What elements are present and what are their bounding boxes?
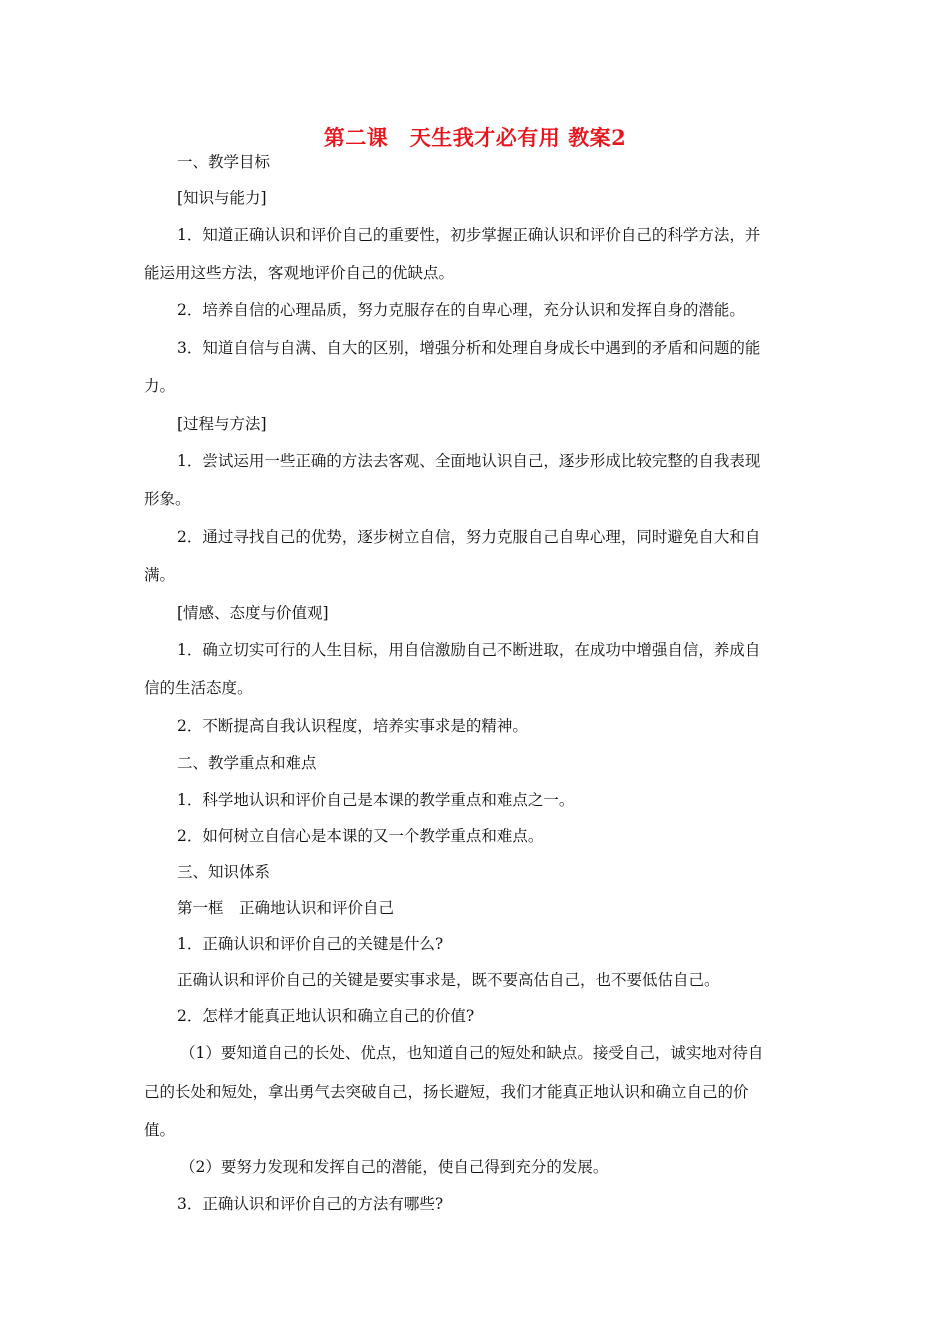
paragraph-line: 2．如何树立自信心是本课的又一个教学重点和难点。 [177, 827, 544, 845]
paragraph-line: 3．知道自信与自满、自大的区别，增强分析和处理自身成长中遇到的矛盾和问题的能 [177, 339, 761, 357]
paragraph-line: （1）要知道自己的长处、优点，也知道自己的短处和缺点。接受自己，诚实地对待自 [180, 1044, 764, 1062]
question-line: 2．怎样才能真正地认识和确立自己的价值? [177, 1007, 475, 1025]
subsection-heading: [过程与方法] [177, 415, 267, 433]
paragraph-line: 信的生活态度。 [144, 679, 253, 697]
section-heading: 三、知识体系 [177, 863, 271, 881]
subsection-heading: 第一框 正确地认识和评价自己 [177, 899, 395, 917]
paragraph-line: 己的长处和短处，拿出勇气去突破自己，扬长避短，我们才能真正地认识和确立自己的价 [144, 1083, 749, 1101]
paragraph-line: 2．不断提高自我认识程度，培养实事求是的精神。 [177, 717, 528, 735]
paragraph-line: 形象。 [144, 490, 191, 508]
paragraph-line: 1．知道正确认识和评价自己的重要性，初步掌握正确认识和评价自己的科学方法，并 [177, 226, 761, 244]
section-heading: 二、教学重点和难点 [177, 754, 317, 772]
paragraph-line: 2．培养自信的心理品质，努力克服存在的自卑心理，充分认识和发挥自身的潜能。 [177, 301, 745, 319]
question-line: 3．正确认识和评价自己的方法有哪些? [177, 1195, 444, 1213]
paragraph-line: 2．通过寻找自己的优势，逐步树立自信，努力克服自己自卑心理，同时避免自大和自 [177, 528, 761, 546]
question-line: 1．正确认识和评价自己的关键是什么? [177, 935, 444, 953]
paragraph-line: 1．确立切实可行的人生目标，用自信激励自己不断进取，在成功中增强自信，养成自 [177, 641, 761, 659]
paragraph-line: 力。 [144, 377, 176, 395]
paragraph-line: 满。 [144, 566, 176, 584]
paragraph-line: （2）要努力发现和发挥自己的潜能，使自己得到充分的发展。 [180, 1158, 609, 1176]
section-heading: 一、教学目标 [177, 153, 271, 171]
paragraph-line: 正确认识和评价自己的关键是要实事求是，既不要高估自己，也不要低估自己。 [177, 971, 720, 989]
document-title: 第二课 天生我才必有用 教案2 [323, 125, 627, 150]
subsection-heading: [知识与能力] [177, 189, 267, 207]
paragraph-line: 能运用这些方法，客观地评价自己的优缺点。 [144, 264, 455, 282]
paragraph-line: 值。 [144, 1121, 176, 1139]
subsection-heading: [情感、态度与价值观] [177, 604, 329, 622]
paragraph-line: 1．科学地认识和评价自己是本课的教学重点和难点之一。 [177, 791, 575, 809]
paragraph-line: 1．尝试运用一些正确的方法去客观、全面地认识自己，逐步形成比较完整的自我表现 [177, 452, 761, 470]
